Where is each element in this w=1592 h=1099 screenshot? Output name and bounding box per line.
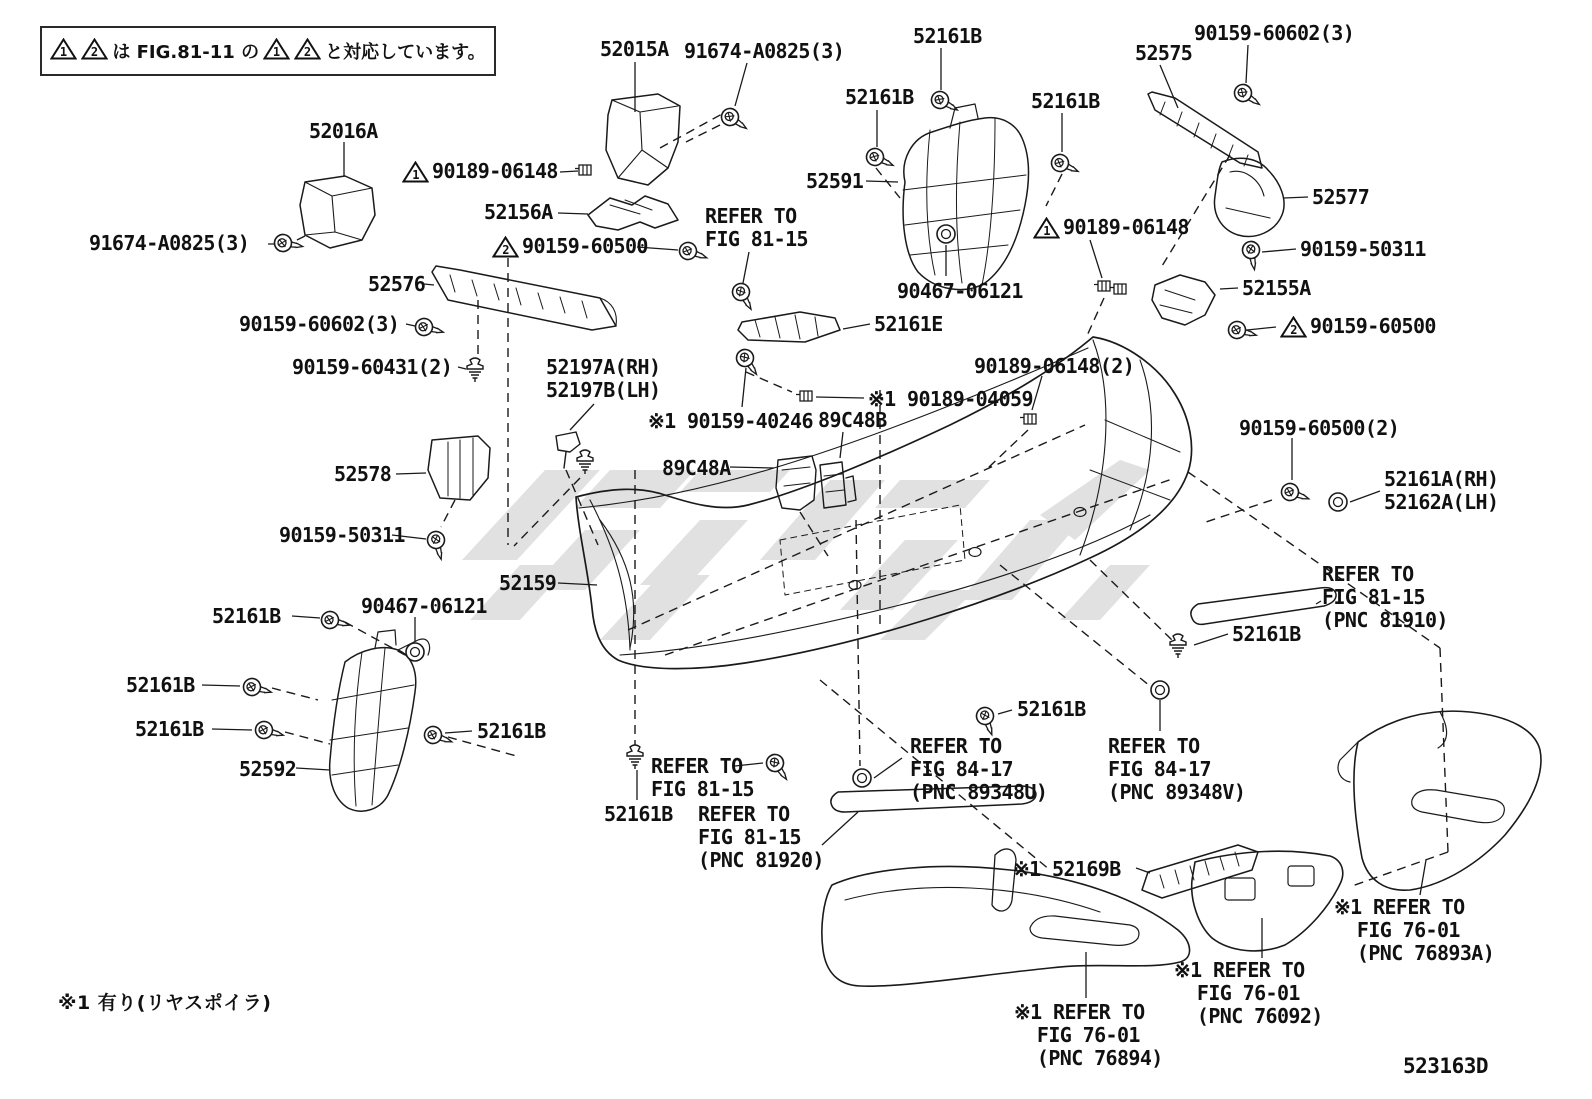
part-label: 52161B bbox=[1232, 622, 1301, 646]
part-label: 52161B bbox=[913, 24, 982, 48]
part-label: 52161B bbox=[1031, 89, 1100, 113]
svg-text:1: 1 bbox=[60, 44, 68, 59]
part-label: ※1 REFER TO FIG 76-01 (PNC 76092) bbox=[1174, 958, 1323, 1028]
footnote: ※1 有り(リヤスポイラ) bbox=[58, 992, 272, 1014]
diagram-id: 523163D bbox=[1403, 1054, 1489, 1078]
part-label: 52161B bbox=[135, 717, 204, 741]
note-text-mid: は FIG.81-11 の bbox=[112, 42, 260, 63]
part-label: 1 90189-06148 bbox=[1033, 216, 1189, 244]
warning-triangle-1-icon bbox=[1033, 217, 1060, 244]
part-label: 52161B bbox=[845, 85, 914, 109]
part-label: 52161B bbox=[212, 604, 281, 628]
part-label: 52197A(RH) 52197B(LH) bbox=[546, 355, 661, 402]
part-label: 52161B bbox=[477, 719, 546, 743]
svg-text:1: 1 bbox=[1043, 224, 1050, 238]
part-label: REFER TO FIG 81-15 bbox=[705, 204, 808, 251]
part-label: 1 90189-06148 bbox=[402, 160, 558, 188]
part-label: 2 90159-60500 bbox=[492, 235, 648, 263]
part-label: REFER TO FIG 81-15 (PNC 81920) bbox=[698, 802, 824, 872]
svg-text:1: 1 bbox=[272, 44, 281, 59]
part-label: REFER TO FIG 81-15 (PNC 81910) bbox=[1322, 562, 1448, 632]
svg-text:2: 2 bbox=[1290, 323, 1297, 337]
part-label: 52578 bbox=[334, 462, 392, 486]
part-label: 52577 bbox=[1312, 185, 1370, 209]
part-label: 52576 bbox=[368, 272, 426, 296]
part-label: 90159-50311 bbox=[279, 523, 405, 547]
part-label: 52016A bbox=[309, 119, 378, 143]
part-label: 90159-60602(3) bbox=[239, 312, 400, 336]
svg-text:2: 2 bbox=[91, 44, 99, 59]
part-label: ※1 REFER TO FIG 76-01 (PNC 76893A) bbox=[1334, 895, 1495, 965]
svg-text:1: 1 bbox=[412, 168, 419, 182]
part-label: 91674-A0825(3) bbox=[684, 39, 845, 63]
warning-triangle-2-icon bbox=[1280, 316, 1307, 343]
part-label: ※1 90159-40246 bbox=[648, 409, 813, 433]
part-label: REFER TO FIG 84-17 (PNC 89348U) bbox=[910, 734, 1048, 804]
part-label: 90159-60602(3) bbox=[1194, 21, 1355, 45]
part-label: ※1 90189-04059 bbox=[868, 387, 1033, 411]
part-label: 2 90159-60500 bbox=[1280, 315, 1436, 343]
part-label: 52155A bbox=[1242, 276, 1311, 300]
part-label: 52156A bbox=[484, 200, 553, 224]
part-label: 90159-50311 bbox=[1300, 237, 1426, 261]
part-label: REFER TO FIG 81-15 bbox=[651, 754, 754, 801]
part-label: 52161B bbox=[1017, 697, 1086, 721]
part-label: 52161E bbox=[874, 312, 943, 336]
part-label: 90189-06148(2) bbox=[974, 354, 1135, 378]
part-label: 52592 bbox=[239, 757, 297, 781]
part-label: 90467-06121 bbox=[361, 594, 487, 618]
warning-triangle-2-icon bbox=[492, 236, 519, 263]
svg-text:2: 2 bbox=[303, 44, 312, 59]
part-label: 52591 bbox=[806, 169, 864, 193]
part-label: 52161A(RH) 52162A(LH) bbox=[1384, 467, 1499, 514]
part-label: 90159-60431(2) bbox=[292, 355, 453, 379]
part-label: ※1 52169B bbox=[1013, 857, 1121, 881]
part-label: 52159 bbox=[499, 571, 557, 595]
warning-triangle-1-icon bbox=[402, 161, 429, 188]
note-text-end: と対応しています。 bbox=[325, 42, 486, 63]
part-label: 90159-60500(2) bbox=[1239, 416, 1400, 440]
part-label: 90467-06121 bbox=[897, 279, 1023, 303]
part-label: 52575 bbox=[1135, 41, 1193, 65]
svg-text:2: 2 bbox=[502, 243, 509, 257]
part-label: REFER TO FIG 84-17 (PNC 89348V) bbox=[1108, 734, 1246, 804]
part-label: 89C48A bbox=[662, 456, 731, 480]
part-label: 89C48B bbox=[818, 408, 887, 432]
part-label: 52161B bbox=[126, 673, 195, 697]
part-label: ※1 REFER TO FIG 76-01 (PNC 76894) bbox=[1014, 1000, 1163, 1070]
part-label: 52015A bbox=[600, 37, 669, 61]
part-label: 91674-A0825(3) bbox=[89, 231, 250, 255]
part-label: 52161B bbox=[604, 802, 673, 826]
